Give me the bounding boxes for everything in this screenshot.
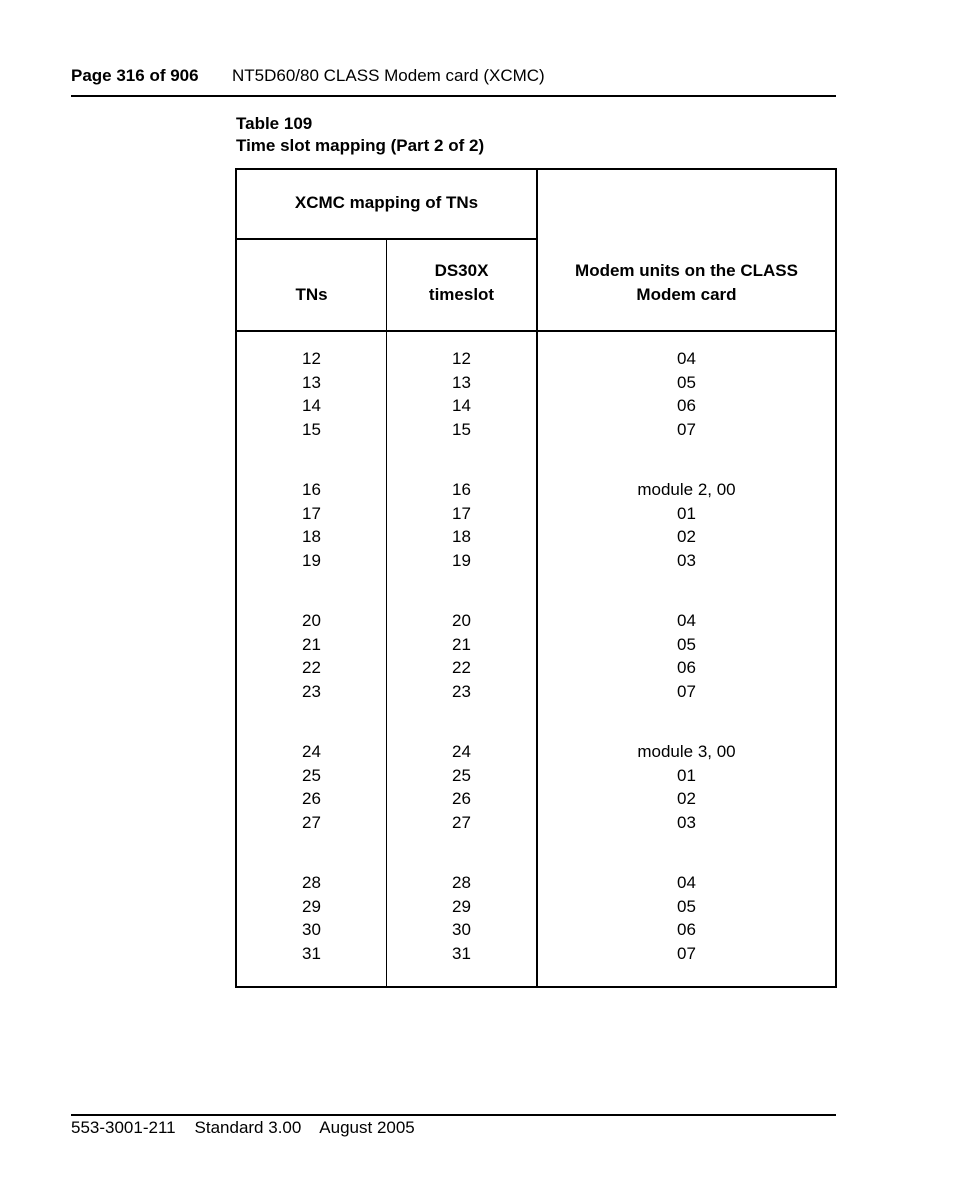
column-header-modem-line1: Modem units on the CLASS (575, 261, 798, 280)
table-cell-modem: 03 (677, 550, 696, 570)
header-rule (71, 95, 836, 97)
table-cell-ds30x: 30 (452, 920, 471, 939)
table-cell-ds30x: 17 (452, 503, 471, 523)
table-cell-tns: 20 (302, 611, 321, 630)
table-cell-modem: 04 (677, 611, 696, 630)
table-cell-modem: 05 (677, 634, 696, 654)
table-cell-modem: 01 (677, 503, 696, 523)
table-cell-tns: 17 (302, 503, 321, 523)
header-bottom-rule (237, 330, 835, 332)
table-number: Table 109 (236, 114, 313, 133)
table-cell-ds30x: 14 (452, 396, 471, 415)
page-footer (71, 1118, 415, 1138)
table-cell-tns: 27 (302, 812, 321, 832)
table-cell-tns: 26 (302, 789, 321, 808)
column-header-ds30x (387, 259, 536, 307)
table-cell-tns: 23 (302, 681, 321, 701)
table-cell-modem: 07 (677, 943, 696, 963)
group-header-rule (237, 238, 537, 240)
table-cell-modem: 06 (677, 396, 696, 415)
table-cell-tns: 28 (302, 873, 321, 892)
table-cell-tns: 15 (302, 419, 321, 439)
table-cell-modem: 04 (677, 873, 696, 892)
table-cell-ds30x: 21 (452, 634, 471, 654)
column-ds30x (387, 347, 536, 1002)
table-cell-modem: 07 (677, 419, 696, 439)
table-cell-ds30x: 20 (452, 611, 471, 630)
column-header-ds30x-line1: DS30X (434, 261, 489, 280)
table-cell-ds30x: 18 (452, 527, 471, 546)
table-cell-tns: 25 (302, 765, 321, 785)
table-cell-tns: 30 (302, 920, 321, 939)
table-cell-modem: 02 (677, 527, 696, 546)
table-cell-tns: 14 (302, 396, 321, 415)
table-cell-ds30x: 15 (452, 419, 471, 439)
row-group (387, 609, 536, 703)
column-header-tns-label: TNs (295, 285, 328, 304)
table-cell-ds30x: 16 (452, 480, 471, 499)
table-cell-ds30x: 22 (452, 658, 471, 677)
column-header-ds30x-line2: timeslot (428, 285, 495, 304)
table-cell-ds30x: 26 (452, 789, 471, 808)
table-cell-modem: module 3, 00 (637, 742, 736, 761)
page-header (71, 66, 836, 86)
group-header-xcmc: XCMC mapping of TNs (294, 193, 479, 212)
table-cell-ds30x: 28 (452, 873, 471, 892)
table-caption (236, 113, 484, 157)
table-cell-modem: 05 (677, 372, 696, 392)
footer-date: August 2005 (319, 1118, 415, 1137)
table-cell-modem: module 2, 00 (637, 480, 736, 499)
table-cell-ds30x: 29 (452, 896, 471, 916)
footer-doc-number: 553-3001-211 (71, 1118, 176, 1137)
row-group (237, 347, 386, 441)
table-cell-ds30x: 25 (452, 765, 471, 785)
table-cell-modem: 04 (677, 349, 696, 368)
row-group (538, 478, 835, 572)
table-title: Time slot mapping (Part 2 of 2) (236, 136, 485, 155)
table-cell-modem: 05 (677, 896, 696, 916)
table-cell-tns: 29 (302, 896, 321, 916)
table-cell-ds30x: 13 (452, 372, 471, 392)
row-group (538, 871, 835, 965)
row-group (538, 347, 835, 441)
table-cell-modem: 01 (677, 765, 696, 785)
document-title: NT5D60/80 CLASS Modem card (XCMC) (232, 66, 545, 85)
table-cell-modem: 06 (677, 920, 696, 939)
table-cell-tns: 18 (302, 527, 321, 546)
row-group (538, 740, 835, 834)
table-cell-modem: 02 (677, 789, 696, 808)
row-group (538, 609, 835, 703)
row-group (237, 609, 386, 703)
footer-standard: Standard 3.00 (194, 1118, 302, 1137)
table-cell-tns: 16 (302, 480, 321, 499)
table-cell-modem: 03 (677, 812, 696, 832)
table-cell-tns: 12 (302, 349, 321, 368)
row-group (387, 347, 536, 441)
column-tns (237, 347, 386, 1002)
table-cell-tns: 31 (302, 943, 321, 963)
table-cell-tns: 24 (302, 742, 321, 761)
row-group (237, 740, 386, 834)
page-number: Page 316 of 906 (71, 66, 199, 85)
table-cell-ds30x: 31 (452, 943, 471, 963)
column-header-modem-line2: Modem card (636, 285, 737, 304)
table-cell-ds30x: 24 (452, 742, 471, 761)
table-cell-modem: 06 (677, 658, 696, 677)
table-cell-tns: 21 (302, 634, 321, 654)
row-group (387, 740, 536, 834)
row-group (387, 478, 536, 572)
time-slot-mapping-table (235, 168, 837, 988)
table-cell-tns: 22 (302, 658, 321, 677)
column-header-modem (538, 259, 835, 307)
row-group (237, 478, 386, 572)
table-cell-tns: 19 (302, 550, 321, 570)
table-cell-ds30x: 19 (452, 550, 471, 570)
row-group (387, 871, 536, 965)
table-cell-modem: 07 (677, 681, 696, 701)
table-cell-ds30x: 23 (452, 681, 471, 701)
table-cell-ds30x: 12 (452, 349, 471, 368)
column-header-tns (237, 283, 386, 307)
column-modem (538, 347, 835, 1002)
table-cell-ds30x: 27 (452, 812, 471, 832)
footer-rule (71, 1114, 836, 1116)
table-cell-tns: 13 (302, 372, 321, 392)
row-group (237, 871, 386, 965)
